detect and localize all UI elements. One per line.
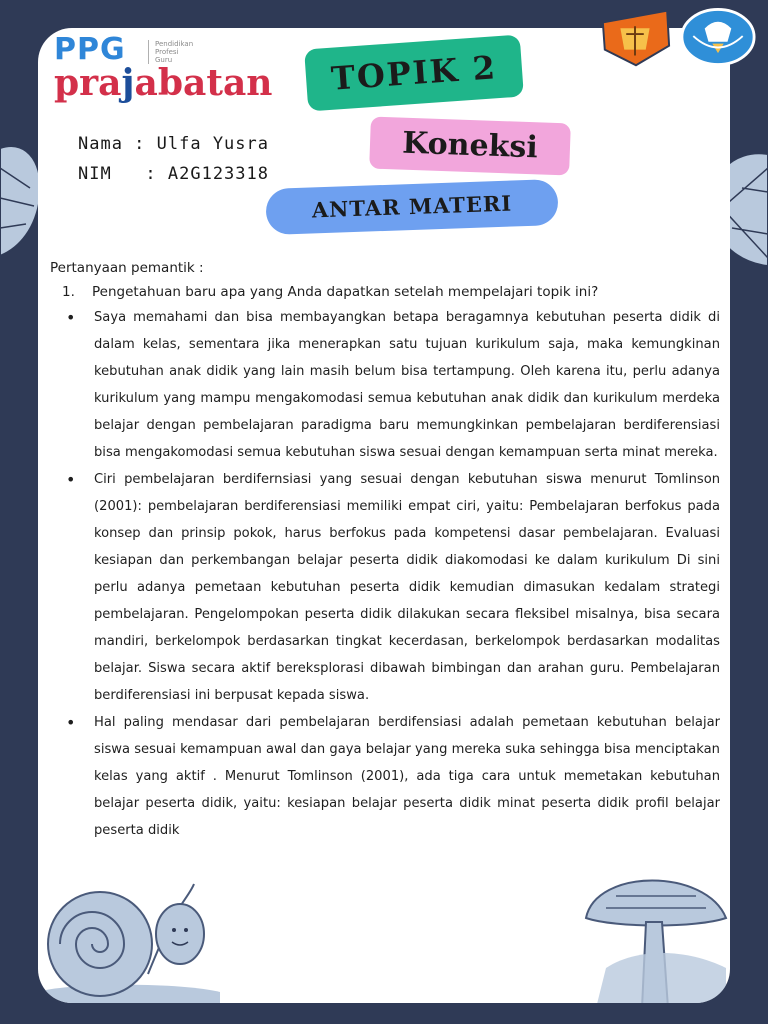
logo-ppg-text: PPG: [54, 32, 126, 67]
question-number: 1.: [62, 284, 75, 300]
bullet-icon: •: [66, 470, 76, 489]
mushroom-icon: [576, 848, 730, 1003]
ppg-logo: [54, 32, 294, 112]
bullet-icon: •: [66, 308, 76, 327]
student-identity: [78, 129, 269, 189]
student-name: Nama : Ulfa Yusra: [78, 134, 269, 154]
topic-title: TOPIK 2: [304, 35, 524, 112]
question: [62, 284, 720, 300]
logo-subtitle: Pendidikan Profesi Guru: [148, 40, 215, 64]
snail-icon: [38, 864, 220, 1003]
list-item: • Ciri pembelajaran berdifernsiasi yang sesuai dengan kebutuhan siswa menurut Tomlinson (2001): pembelajaran berdiferensiasi memiliki empat ciri, yaitu: Pembelajaran berfokus pada konsep dan prinsip pokok, harus berfokus pada kompetensi dasar pembelajaran. Evaluasi kesiapan dan perkembangan belajar peserta didik diakomodasi ke dalam kurikulum Di sini perlu adanya pemetaan kebutuhan peserta didik kemudian dimasukan kedalam strategi pembelajaran. Pengelompokan peserta didik dilakukan secara fleksibel misalnya, bisa secara mandiri, berkelompok berdasarkan tingkat kecerdasan, berkelompok berdasarkan modalitas belajar. Siswa secara aktif bereksplorasi dibawah bimbingan dan arahan guru. Pembelajaran berdiferensiasi ini berpusat kepada siswa.: [80, 466, 720, 709]
list-item: • Hal paling mendasar dari pembelajaran berdifensiasi adalah pemetaan kebutuhan belajar siswa sesuai kemampuan awal dan gaya belajar yang mereka suka sehingga bisa menciptakan kelas yang aktif . Menurut Tomlinson (2001), ada tiga cara untuk memetakan kebutuhan belajar peserta didik, yaitu: kesiapan belajar peserta didik minat peserta didik profil belajar peserta didik: [80, 709, 720, 844]
tut-wuri-handayani-emblem-icon: [680, 6, 756, 68]
bullet-icon: •: [66, 713, 76, 732]
answer-list: [50, 304, 720, 844]
student-nim: NIM : A2G123318: [78, 164, 269, 184]
antar-materi-label: ANTAR MATERI: [265, 179, 558, 235]
section-heading: Pertanyaan pemantik :: [50, 260, 204, 276]
koneksi-label: Koneksi: [369, 117, 571, 176]
list-item: • Saya memahami dan bisa membayangkan betapa beragamnya kebutuhan peserta didik di dalam kelas, sementara jika menerapkan satu tujuan kurikulum saja, maka kemungkinan kebutuhan anak didik yang lain masih belum bisa tertampung. Oleh karena itu, perlu adanya kurikulum yang mampu mengakomodasi semua kebutuhan anak didik dan kurikulum merdeka belajar dengan pembelajaran paradigma baru memungkinkan pembelajaran berdiferensiasi bisa mengakomodasi semua kebutuhan siswa sesuai dengan kemampuan serta minat mereka.: [80, 304, 720, 466]
document-body: [50, 260, 720, 844]
question-text: Pengetahuan baru apa yang Anda dapatkan setelah mempelajari topik ini?: [92, 284, 599, 300]
university-emblem-icon: [597, 6, 673, 68]
document-card: [38, 28, 730, 1003]
logo-prajabatan-text: prajabatan: [54, 62, 273, 104]
